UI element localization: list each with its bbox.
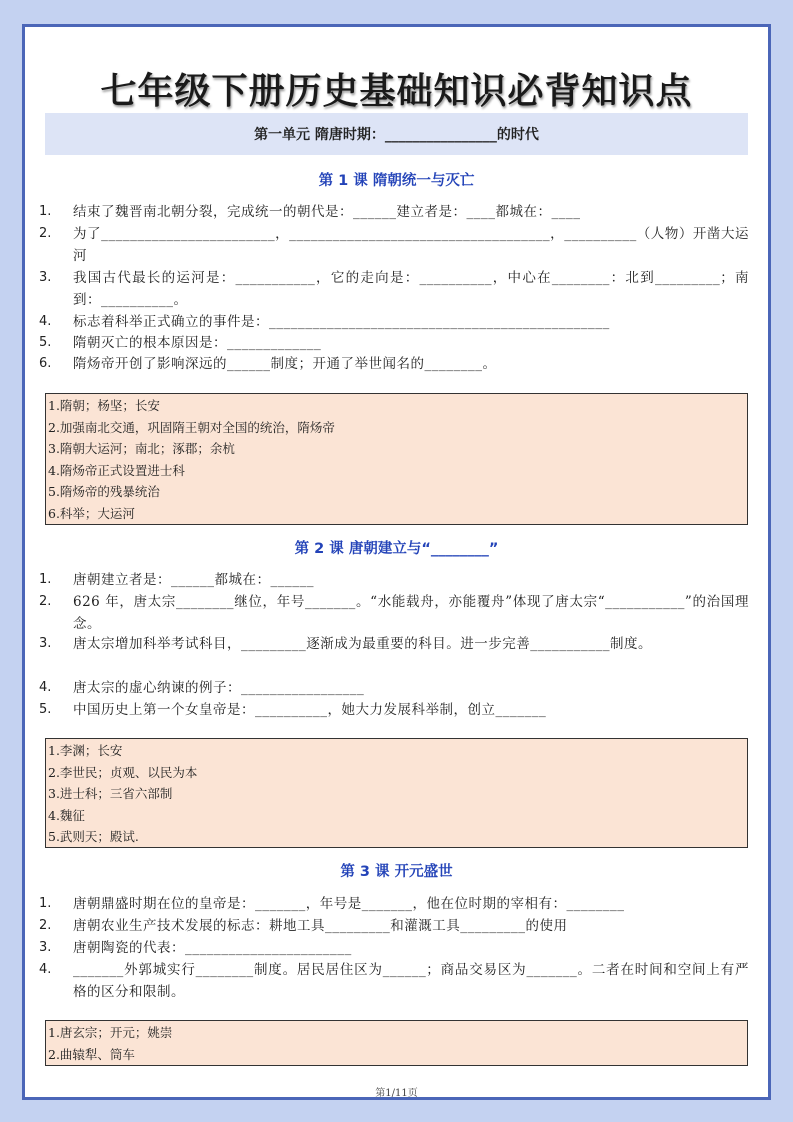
lesson-1-question bbox=[39, 332, 749, 354]
answer-line: 5.武则天；殿试. bbox=[48, 829, 139, 845]
lesson-3-title: 第 3 课 开元盛世 bbox=[340, 864, 453, 880]
lesson-3-question bbox=[39, 893, 749, 915]
lesson-3-question bbox=[39, 937, 749, 959]
question-text: 我国古代最长的运河是：___________，它的走向是：__________，中心在________：北到_________；南到：__________。 bbox=[73, 270, 749, 308]
question-text: 唐太宗的虚心纳谏的例子：_________________ bbox=[73, 680, 365, 696]
lesson-1-title: 第 1 课 隋朝统一与灭亡 bbox=[318, 173, 475, 189]
question-number: 1. bbox=[39, 204, 52, 219]
lesson-1-question bbox=[39, 267, 749, 311]
question-number: 2. bbox=[39, 918, 52, 933]
question-text: 唐朝鼎盛时期在位的皇帝是：_______，年号是_______，他在位时期的宰相有：________ bbox=[73, 896, 625, 912]
unit-heading: 第一单元 隋唐时期：________________的时代 bbox=[45, 113, 748, 155]
question-text: 中国历史上第一个女皇帝是：__________，她大力发展科举制，创立_______ bbox=[73, 702, 547, 718]
page-title: 七年级下册历史基础知识必背知识点 bbox=[100, 71, 693, 112]
document-page bbox=[22, 24, 771, 1100]
answer-line: 4.隋炀帝正式设置进士科 bbox=[48, 462, 185, 478]
question-number: 5. bbox=[39, 702, 52, 717]
question-text: 唐太宗增加科举考试科目，_________逐渐成为最重要的科目。进一步完善___________制度。 bbox=[73, 636, 652, 652]
answer-line: 2.曲辕犁、筒车 bbox=[48, 1046, 135, 1062]
lesson-3-answer-box bbox=[45, 1020, 748, 1066]
question-number: 3. bbox=[39, 270, 52, 285]
answer-line: 2.李世民；贞观、以民为本 bbox=[48, 764, 198, 780]
answer-line: 1.唐玄宗；开元；姚崇 bbox=[48, 1025, 173, 1040]
lesson-2-question bbox=[39, 677, 749, 699]
answer-line: 4.魏征 bbox=[48, 807, 85, 823]
answer-line: 5.隋炀帝的残暴统治 bbox=[48, 484, 160, 500]
question-number: 3. bbox=[39, 940, 52, 955]
question-number: 4. bbox=[39, 962, 52, 977]
lesson-1-question bbox=[39, 223, 749, 267]
question-text: 隋朝灭亡的根本原因是：_____________ bbox=[73, 335, 322, 351]
lesson-2-title: 第 2 课 唐朝建立与“________” bbox=[294, 541, 499, 557]
question-number: 4. bbox=[39, 314, 52, 329]
lesson-1-question bbox=[39, 311, 749, 333]
lesson-2-question bbox=[39, 569, 749, 591]
question-number: 6. bbox=[39, 356, 52, 371]
question-number: 2. bbox=[39, 594, 52, 609]
lesson-1-question bbox=[39, 201, 749, 223]
lesson-1-answer-box bbox=[45, 393, 748, 525]
question-number: 4. bbox=[39, 680, 52, 695]
lesson-2-question bbox=[39, 591, 749, 635]
question-number: 1. bbox=[39, 896, 52, 911]
question-number: 3. bbox=[39, 636, 52, 651]
answer-line: 1.隋朝；杨坚；长安 bbox=[48, 398, 160, 413]
lesson-1-question bbox=[39, 353, 749, 375]
question-text: 唐朝农业生产技术发展的标志：耕地工具_________和灌溉工具_________的使用 bbox=[73, 918, 568, 934]
question-number: 5. bbox=[39, 335, 52, 350]
question-text: 标志着科举正式确立的事件是：_______________________________________________ bbox=[73, 314, 610, 330]
lesson-2-question bbox=[39, 699, 749, 721]
question-text: 为了________________________，____________________________________，__________（人物）开凿大运河 bbox=[73, 226, 749, 264]
question-text: 626 年，唐太宗________继位，年号_______。“水能载舟，亦能覆舟”体现了唐太宗“___________”的治国理念。 bbox=[73, 594, 749, 632]
question-number: 1. bbox=[39, 572, 52, 587]
answer-line: 6.科举；大运河 bbox=[48, 505, 135, 521]
question-text: 隋炀帝开创了影响深远的______制度；开通了举世闻名的________。 bbox=[73, 356, 497, 372]
question-number: 2. bbox=[39, 226, 52, 241]
page-number: 第1/11页 bbox=[375, 1088, 418, 1099]
answer-line: 1.李渊；长安 bbox=[48, 743, 123, 758]
question-text: 唐朝陶瓷的代表：_______________________ bbox=[73, 940, 352, 956]
answer-line: 3.隋朝大运河；南北；涿郡；余杭 bbox=[48, 441, 235, 457]
question-text: 结束了魏晋南北朝分裂，完成统一的朝代是：______建立者是：____都城在：____ bbox=[73, 204, 581, 220]
question-text: 唐朝建立者是：______都城在：______ bbox=[73, 572, 314, 588]
answer-line: 3.进士科；三省六部制 bbox=[48, 786, 173, 802]
question-text: _______外郭城实行________制度。居民居住区为______；商品交易区为_______。二者在时间和空间上有严格的区分和限制。 bbox=[73, 962, 749, 1000]
lesson-2-answer-box bbox=[45, 738, 748, 848]
lesson-3-question bbox=[39, 915, 749, 937]
answer-line: 2.加强南北交通，巩固隋王朝对全国的统治，隋炀帝 bbox=[48, 419, 335, 435]
lesson-3-question bbox=[39, 959, 749, 1003]
lesson-2-question bbox=[39, 633, 749, 655]
